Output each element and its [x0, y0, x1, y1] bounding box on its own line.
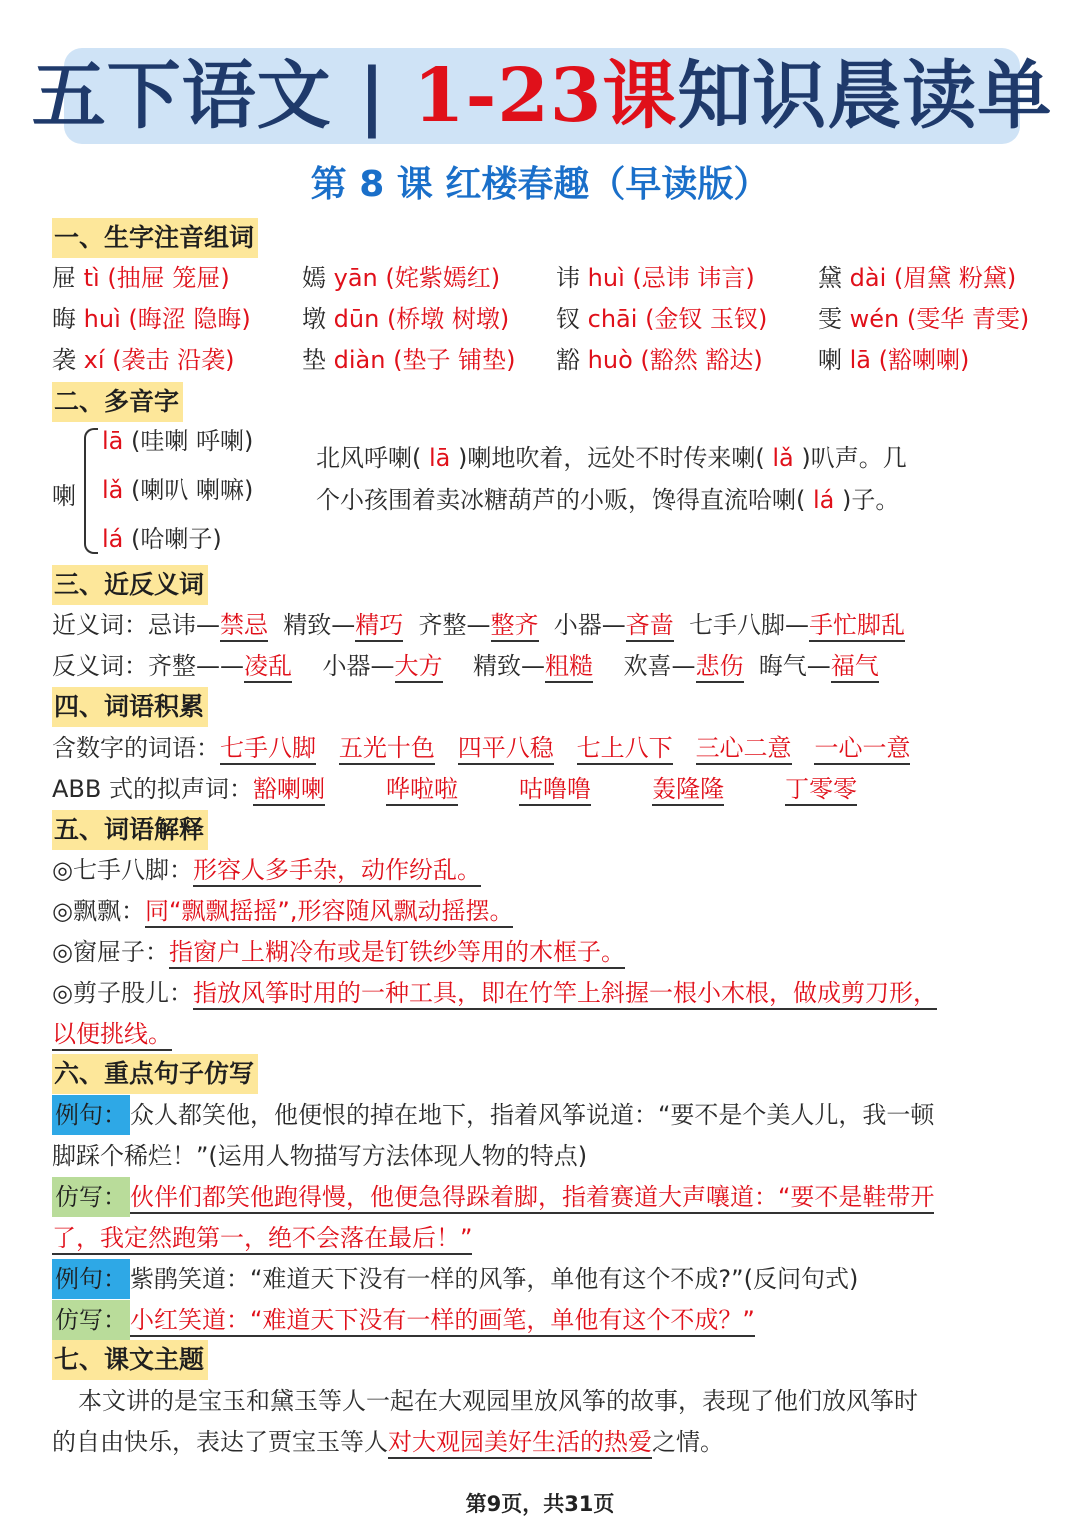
explain-item: ◎剪子股儿：指放风筝时用的一种工具，即在竹竿上斜握一根小木根，做成剪刀形， [52, 973, 937, 1013]
section-heading-synonyms: 三、近反义词 [52, 565, 208, 605]
section-heading-theme: 七、课文主题 [52, 1340, 208, 1380]
polyphone-reading: lá (哈喇子) [102, 525, 222, 553]
theme-line-1: 本文讲的是宝玉和黛玉等人一起在大观园里放风筝的故事，表现了他们放风筝时 [78, 1387, 918, 1415]
example-sentence-1-cont: 脚踩个稀烂！”(运用人物描写方法体现人物的特点) [52, 1142, 588, 1170]
title-banner [31, 48, 1053, 144]
char-entry: 屉 tì (抽屉 笼屉) [52, 264, 230, 292]
explain-item: ◎七手八脚：形容人多手杂，动作纷乱。 [52, 850, 481, 890]
polyphone-reading: lǎ (喇叭 喇嘛) [102, 476, 254, 504]
page-title [31, 53, 1053, 139]
imitation-tag: 仿写： [52, 1177, 130, 1217]
char-entry: 讳 huì (忌讳 讳言) [556, 264, 755, 292]
synonym-row: 近义词：忌讳—禁忌 精致—精巧 齐整—整齐 小器—吝啬 七手八脚—手忙脚乱 [52, 605, 905, 645]
imitation-sentence-2: 仿写： 小红笑道：“难道天下没有一样的画笔，单他有这个不成？” [52, 1300, 755, 1340]
imitation-sentence-1: 仿写： 伙伴们都笑他跑得慢，他便急得跺着脚，指着赛道大声嚷道：“要不是鞋带开 [52, 1177, 934, 1217]
example-tag: 例句： [52, 1259, 130, 1299]
title-range: 1-23课 [413, 53, 678, 139]
char-entry: 垫 diàn (垫子 铺垫) [302, 346, 516, 374]
section-heading-explain: 五、词语解释 [52, 810, 208, 850]
char-entry: 墩 dūn (桥墩 树墩) [302, 305, 510, 333]
polyphone-sentence-line2: 个小孩围着卖冰糖葫芦的小贩，馋得直流哈喇( lá )子。 [316, 486, 900, 514]
polyphone-char: 喇 [52, 482, 76, 510]
polyphone-sentence-line1: 北风呼喇( lā )喇地吹着，远处不时传来喇( lǎ )叭声。几 [316, 444, 907, 472]
polyphone-reading: lā (哇喇 呼喇) [102, 427, 254, 455]
char-entry: 钗 chāi (金钗 玉钗) [556, 305, 768, 333]
explain-item: ◎飘飘：同“飘飘摇摇”,形容随风飘动摇摆。 [52, 891, 513, 931]
imitation-sentence-1-cont: 了，我定然跑第一，绝不会落在最后！” [52, 1218, 472, 1258]
explain-item-cont: 以便挑线。 [52, 1014, 172, 1054]
title-name: 知识晨读单 [677, 53, 1053, 139]
char-entry: 雯 wén (雯华 青雯) [818, 305, 1030, 333]
example-tag: 例句： [52, 1095, 130, 1135]
synonym-label: 近义词： [52, 611, 148, 639]
example-sentence-1: 例句： 众人都笑他，他便恨的掉在地下，指着风筝说道：“要不是个美人儿，我一顿 [52, 1095, 934, 1135]
antonym-row: 反义词：齐整——凌乱 小器—大方 精致—粗糙 欢喜—悲伤 晦气—福气 [52, 646, 879, 686]
page-number: 第9页，共31页 [465, 1492, 615, 1516]
imitation-tag: 仿写： [52, 1300, 130, 1340]
char-entry: 袭 xí (袭击 沿袭) [52, 346, 235, 374]
number-words-row: 含数字的词语：七手八脚 五光十色 四平八稳 七上八下 三心二意 一心一意 [52, 728, 910, 768]
char-entry: 晦 huì (晦涩 隐晦) [52, 305, 251, 333]
theme-line-2: 的自由快乐，表达了贾宝玉等人对大观园美好生活的热爱之情。 [52, 1422, 724, 1462]
section-heading-polyphone: 二、多音字 [52, 382, 183, 422]
char-entry: 嫣 yān (姹紫嫣红) [302, 264, 501, 292]
section-heading-characters: 一、生字注音组词 [52, 218, 258, 258]
section-heading-sentences: 六、重点句子仿写 [52, 1054, 258, 1094]
antonym-label: 反义词： [52, 652, 148, 680]
char-entry: 黛 dài (眉黛 粉黛) [818, 264, 1017, 292]
abb-words-row: ABB 式的拟声词：豁喇喇 哗啦啦 咕噜噜 轰隆隆 丁零零 [52, 769, 857, 809]
section-heading-accumulate: 四、词语积累 [52, 687, 208, 727]
example-sentence-2: 例句： 紫鹃笑道：“难道天下没有一样的风筝，单他有这个不成?”(反问句式) [52, 1259, 858, 1299]
explain-item: ◎窗屉子：指窗户上糊冷布或是钉铁纱等用的木框子。 [52, 932, 625, 972]
lesson-title: 第 8 课 红楼春趣（早读版） [310, 164, 770, 205]
char-entry: 豁 huò (豁然 豁达) [556, 346, 763, 374]
brace-icon [84, 428, 98, 554]
char-entry: 喇 lā (豁喇喇) [818, 346, 970, 374]
title-subject: 五下语文 | [31, 53, 414, 139]
